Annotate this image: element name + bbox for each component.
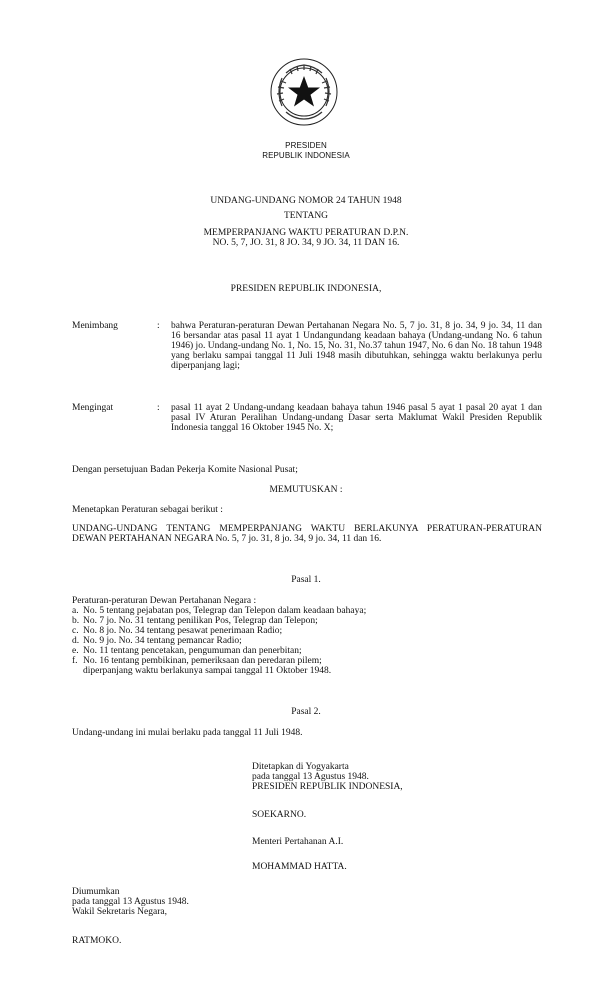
presidential-emblem-icon bbox=[268, 56, 340, 128]
penetapan-place: Ditetapkan di Yogyakarta bbox=[252, 762, 349, 772]
uu-title-text: UNDANG-UNDANG TENTANG MEMPERPANJANG WAKTU BERLAKUNYA PERATURAN-PERATURAN DEWAN PERTAHANAN NEGARA No. 5, 7 jo. 31, 8 jo. 34, 9 jo. 34, 11 dan 16. bbox=[72, 524, 542, 544]
title-tentang: TENTANG bbox=[283, 211, 329, 221]
pasal-1-closing-row bbox=[72, 666, 542, 676]
pasal-1-list bbox=[72, 596, 542, 676]
pasal-2-text: Undang-undang ini mulai berlaku pada tanggal 11 Juli 1948. bbox=[72, 728, 303, 738]
list-item bbox=[72, 606, 542, 616]
list-item-text: No. 5 tentang pejabatan pos, Telegrap dan Telepon dalam keadaan bahaya; bbox=[83, 606, 367, 616]
pengumuman-date: pada tanggal 13 Agustus 1948. bbox=[72, 897, 189, 907]
minister-name: MOHAMMAD HATTA. bbox=[252, 862, 347, 872]
list-item bbox=[72, 626, 542, 636]
list-item-text: No. 11 tentang pencetakan, pengumuman dan penerbitan; bbox=[83, 646, 302, 656]
mengingat-colon: : bbox=[157, 403, 160, 413]
president-name: SOEKARNO. bbox=[252, 810, 307, 820]
list-marker: f. bbox=[72, 656, 78, 666]
list-item-text: No. 9 jo. No. 34 tentang pemancar Radio; bbox=[83, 636, 242, 646]
pasal-2-heading: Pasal 2. bbox=[291, 707, 321, 717]
memutuskan-heading: MEMUTUSKAN : bbox=[269, 485, 343, 495]
mengingat-text: pasal 11 ayat 2 Undang-undang keadaan bahaya tahun 1946 pasal 5 ayat 1 pasal 20 ayat 1 dan pasal IV Aturan Peralihan Undang-undang Dasar serta Maklumat Wakil Presiden Republik Indonesia tanggal 16 Oktober 1945 No. X; bbox=[171, 403, 542, 433]
list-marker: c. bbox=[72, 626, 79, 636]
list-marker: d. bbox=[72, 636, 80, 646]
list-marker: e. bbox=[72, 646, 79, 656]
list-item-text: No. 8 jo. No. 34 tentang pesawat penerimaan Radio; bbox=[83, 626, 283, 636]
mengingat-label: Mengingat bbox=[72, 403, 114, 413]
pengumuman-office: Wakil Sekretaris Negara, bbox=[72, 907, 167, 917]
list-marker: b. bbox=[72, 616, 80, 626]
list-marker: a. bbox=[72, 606, 79, 616]
pasal-1-heading: Pasal 1. bbox=[291, 575, 321, 585]
list-item-text: No. 16 tentang pembikinan, pemeriksaan dan peredaran pilem; bbox=[83, 656, 322, 666]
secretary-name: RATMOKO. bbox=[72, 936, 122, 946]
president-heading: PRESIDEN REPUBLIK INDONESIA, bbox=[230, 284, 382, 294]
header-line-president: PRESIDEN bbox=[285, 141, 327, 150]
menimbang-text: bahwa Peraturan-peraturan Dewan Pertahanan Negara No. 5, 7 jo. 31, 8 jo. 34, 9 jo. 34, 11 dan 16 bersandar atas pasal 11 ayat 1 Undangundang keadaan bahaya (Undang-undang No. 6 tahun 1946) jo. Undang-undang No. 1, No. 15, No. 31, No.37 tahun 1947, No. 6 dan No. 18 tahun 1948 yang berlaku sampai tanggal 11 Juli 1948 masih dibutuhkan, sehingga waktu berlakunya perlu diperpanjang lagi; bbox=[171, 321, 542, 371]
menimbang-label: Menimbang bbox=[72, 321, 118, 331]
menetapkan-text: Menetapkan Peraturan sebagai berikut : bbox=[72, 505, 223, 515]
list-item bbox=[72, 646, 542, 656]
list-item bbox=[72, 656, 542, 666]
penetapan-office: PRESIDEN REPUBLIK INDONESIA, bbox=[252, 782, 403, 792]
title-subject: MEMPERPANJANG WAKTU PERATURAN D.P.N. bbox=[203, 228, 409, 238]
document-title: UNDANG-UNDANG NOMOR 24 TAHUN 1948 bbox=[210, 196, 402, 206]
menimbang-colon: : bbox=[157, 321, 160, 331]
minister-title: Menteri Pertahanan A.I. bbox=[252, 837, 344, 847]
pasal-1-intro: Peraturan-peraturan Dewan Pertahanan Negara : bbox=[72, 596, 257, 606]
list-item bbox=[72, 616, 542, 626]
pengumuman-label: Diumumkan bbox=[72, 887, 120, 897]
list-item-text: No. 7 jo. No. 31 tentang penilikan Pos, Telegrap dan Telepon; bbox=[83, 616, 318, 626]
penetapan-date: pada tanggal 13 Agustus 1948. bbox=[252, 772, 369, 782]
persetujuan-text: Dengan persetujuan Badan Pekerja Komite Nasional Pusat; bbox=[72, 465, 298, 475]
title-regulations: NO. 5, 7, JO. 31, 8 JO. 34, 9 JO. 34, 11 DAN 16. bbox=[212, 238, 400, 248]
pasal-1-closing: diperpanjang waktu berlakunya sampai tanggal 11 Oktober 1948. bbox=[83, 666, 332, 676]
list-item bbox=[72, 636, 542, 646]
header-line-republic: REPUBLIK INDONESIA bbox=[262, 151, 350, 160]
